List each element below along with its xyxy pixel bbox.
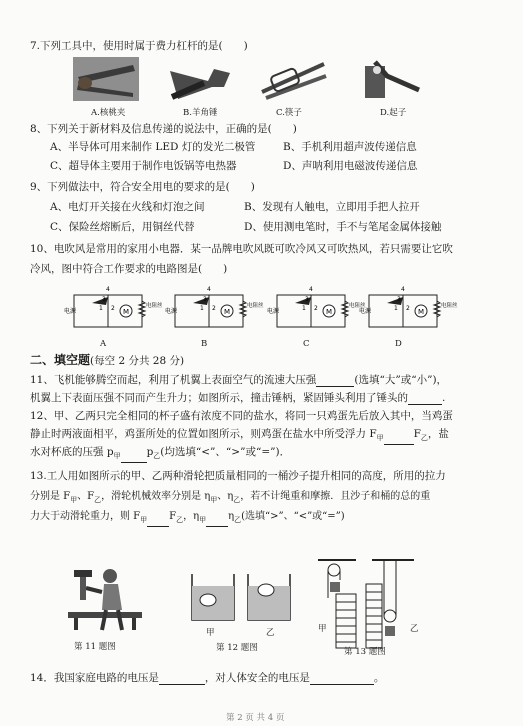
question-7: 7.下列工具中，使用时属于费力杠杆的是( ): [30, 40, 248, 52]
q12-text-b: ，盐: [427, 428, 449, 440]
circuit-node-4: 4: [207, 286, 211, 293]
circuit-heater-label: 电阻丝: [349, 303, 366, 309]
q9-option-c: C、保险丝熔断后，用铜丝代替: [50, 221, 195, 233]
q13-g: F: [169, 511, 177, 522]
q12-text-p: p: [146, 446, 154, 458]
q13-s2: 乙: [94, 496, 102, 504]
circuit-node-1: 1: [394, 305, 398, 312]
circuit-heater-label: 电阻丝: [146, 303, 163, 309]
question-11-line2: [30, 392, 445, 405]
circuit-node-3: 3: [203, 296, 207, 303]
q13-a: 分别是 F: [30, 491, 71, 502]
circuit-node-4: 4: [106, 286, 110, 293]
circuit-node-1: 1: [302, 305, 306, 312]
q12-sub-yi: 乙: [420, 434, 428, 443]
q7-caption-b: B.羊角锤: [183, 108, 218, 118]
circuit-source-label: 电源: [267, 308, 280, 315]
q11-text-b: (选填“大”或“小”)，: [354, 374, 448, 386]
circuit-node-4: 4: [401, 286, 405, 293]
q7-caption-c: C.筷子: [276, 108, 302, 118]
chopsticks-image: [258, 58, 328, 102]
q11-text-a: 11、飞机能够腾空而起，利用了机翼上表面空气的流速大压强: [30, 374, 317, 386]
q13-f: 力大于动滑轮重力，则 F: [30, 511, 141, 522]
q12-blank-1[interactable]: [384, 434, 414, 445]
q11-blank-2[interactable]: [408, 394, 442, 405]
q11-blank-1[interactable]: [316, 376, 354, 387]
q13-h: ，η: [183, 511, 200, 522]
question-13-line3: [30, 510, 345, 527]
q13-s6: 乙: [176, 516, 184, 524]
q13-i: η: [228, 511, 235, 522]
q9-option-b: B、发现有人触电，立即用手把人拉开: [244, 201, 420, 213]
fig13-label-jia: 甲: [318, 624, 327, 634]
circuit-node-4: 4: [309, 286, 313, 293]
circuit-node-2: 2: [111, 305, 115, 312]
q11-text-c: 机翼上下表面压强不同而产生升力；如图所示，撞击锤柄，紧固锤头利用了锤头的: [30, 392, 408, 404]
q12-text-f: F: [413, 428, 421, 440]
circuit-source-label: 电源: [165, 308, 178, 315]
q12-sub-yi-2: 乙: [153, 452, 161, 461]
circuit-motor-label: M: [224, 308, 231, 316]
q12-text-d: (均选填“<”、“>”或“=”)．: [160, 446, 291, 458]
q7-caption-a: A.核桃夹: [91, 108, 126, 118]
q12-text-a: 静止时两液面相平，鸡蛋所处的位置如图所示，则鸡蛋在盐水中所受浮力 F: [30, 428, 377, 440]
section-2-heading: [30, 351, 184, 368]
q9-option-d: D、使用测电笔时，手不与笔尾金属体接触: [244, 221, 442, 233]
q14-text-a: 14．我国家庭电路的电压是: [30, 672, 159, 684]
q14-blank-1[interactable]: [159, 674, 205, 685]
q13-j: (选填“>”、“<”或“=”): [241, 511, 345, 522]
circuit-caption-d: D: [395, 339, 402, 349]
q8-option-d: D、声呐利用电磁波传递信息: [283, 160, 418, 172]
question-12-line1: 12、甲、乙两只完全相同的杯子盛有浓度不同的盐水，将同一只鸡蛋先后放入其中，当鸡蛋: [30, 410, 453, 422]
question-10-line1: 10、电吹风是常用的家用小电器．某一品牌电吹风既可吹冷风又可吹热风，若只需要让它吹: [30, 243, 453, 255]
q8-option-c: C、超导体主要用于制作电饭锅等电热器: [50, 160, 237, 172]
claw-hammer-image: [168, 57, 238, 101]
question-9: 9、下列做法中，符合安全用电的要求的是( ): [30, 181, 255, 193]
q14-blank-2[interactable]: [310, 674, 374, 685]
circuit-node-3: 3: [305, 296, 309, 303]
fig13-label-yi: 乙: [410, 624, 419, 634]
fig12-beakers: [186, 570, 296, 624]
fig13-pulleys: [316, 556, 416, 648]
circuit-diagram-a: [62, 283, 163, 335]
nutcracker-image: [73, 57, 139, 101]
page-footer: 第 2 页 共 4 页: [226, 713, 285, 723]
fig12-caption: 第 12 题图: [216, 643, 258, 653]
q13-s3: 甲: [210, 496, 218, 504]
question-13-line2: [30, 490, 430, 507]
circuit-node-2: 2: [212, 305, 216, 312]
fig11-caption: 第 11 题图: [74, 642, 116, 652]
circuit-diagram-d: [357, 283, 458, 335]
q13-s8: 乙: [234, 516, 242, 524]
q13-b: 、F: [77, 491, 95, 502]
fig13-caption: 第 13 题图: [344, 647, 386, 657]
q13-e: ，若不计绳重和摩擦．且沙子和桶的总的重: [240, 491, 431, 502]
circuit-motor-label: M: [326, 308, 333, 316]
q8-option-a: A、半导体可用来制作 LED 灯的发光二极管: [50, 141, 256, 153]
q7-caption-d: D.起子: [380, 108, 407, 118]
q13-blank-1[interactable]: [147, 516, 169, 527]
q13-d: 、η: [217, 491, 234, 502]
circuit-diagram-c: [265, 283, 366, 335]
circuit-node-3: 3: [102, 296, 106, 303]
circuit-heater-label: 电阻丝: [247, 303, 264, 309]
circuit-node-2: 2: [314, 305, 318, 312]
bottle-opener-image: [357, 56, 427, 102]
fig12-label-yi: 乙: [266, 628, 275, 638]
q11-text-d: .: [442, 392, 446, 404]
q8-option-b: B、手机利用超声波传递信息: [283, 141, 417, 153]
circuit-source-label: 电源: [359, 308, 372, 315]
circuit-caption-b: B: [201, 339, 208, 349]
circuit-caption-c: C: [303, 339, 310, 349]
question-10-line2: 冷风，图中符合工作要求的电路图是( ): [30, 263, 228, 275]
circuit-source-label: 电源: [64, 308, 77, 315]
q14-text-b: ，对人体安全的电压是: [204, 672, 310, 684]
q14-text-c: 。: [373, 672, 385, 684]
circuit-motor-label: M: [418, 308, 425, 316]
q13-blank-2[interactable]: [206, 516, 228, 527]
question-12-line3: [30, 446, 290, 463]
circuit-motor-label: M: [123, 308, 130, 316]
q13-s1: 甲: [70, 496, 78, 504]
q13-s7: 甲: [199, 516, 207, 524]
question-13-line1: 13.工人用如图所示的甲、乙两种滑轮把质量相同的一桶沙子提升相同的高度，所用的拉力: [30, 470, 446, 482]
circuit-caption-a: A: [100, 339, 107, 349]
circuit-node-3: 3: [397, 296, 401, 303]
question-14: [30, 672, 384, 685]
circuit-node-1: 1: [200, 305, 204, 312]
circuit-heater-label: 电阻丝: [441, 303, 458, 309]
section-2-title: 二、填空题: [30, 353, 91, 367]
q13-c: ，滑轮机械效率分别是 η: [101, 491, 211, 502]
q12-sub-jia-2: 甲: [113, 452, 121, 461]
question-8: 8、下列关于新材料及信息传递的说法中，正确的是( ): [30, 123, 297, 135]
question-11-line1: [30, 374, 447, 387]
circuit-node-2: 2: [406, 305, 410, 312]
q12-sub-jia: 甲: [376, 434, 384, 443]
q13-s4: 乙: [233, 496, 241, 504]
circuit-diagram-b: [163, 283, 264, 335]
q13-s5: 甲: [140, 516, 148, 524]
q9-option-a: A、电灯开关接在火线和灯泡之间: [50, 201, 205, 213]
fig12-label-jia: 甲: [206, 628, 215, 638]
question-12-line2: [30, 428, 449, 445]
q12-blank-2[interactable]: [121, 452, 147, 463]
circuit-node-1: 1: [99, 305, 103, 312]
q12-text-c: 水对杯底的压强 p: [30, 446, 114, 458]
fig11-worker-hammer: [66, 566, 146, 632]
section-2-note: (每空 2 分共 28 分): [90, 355, 185, 367]
